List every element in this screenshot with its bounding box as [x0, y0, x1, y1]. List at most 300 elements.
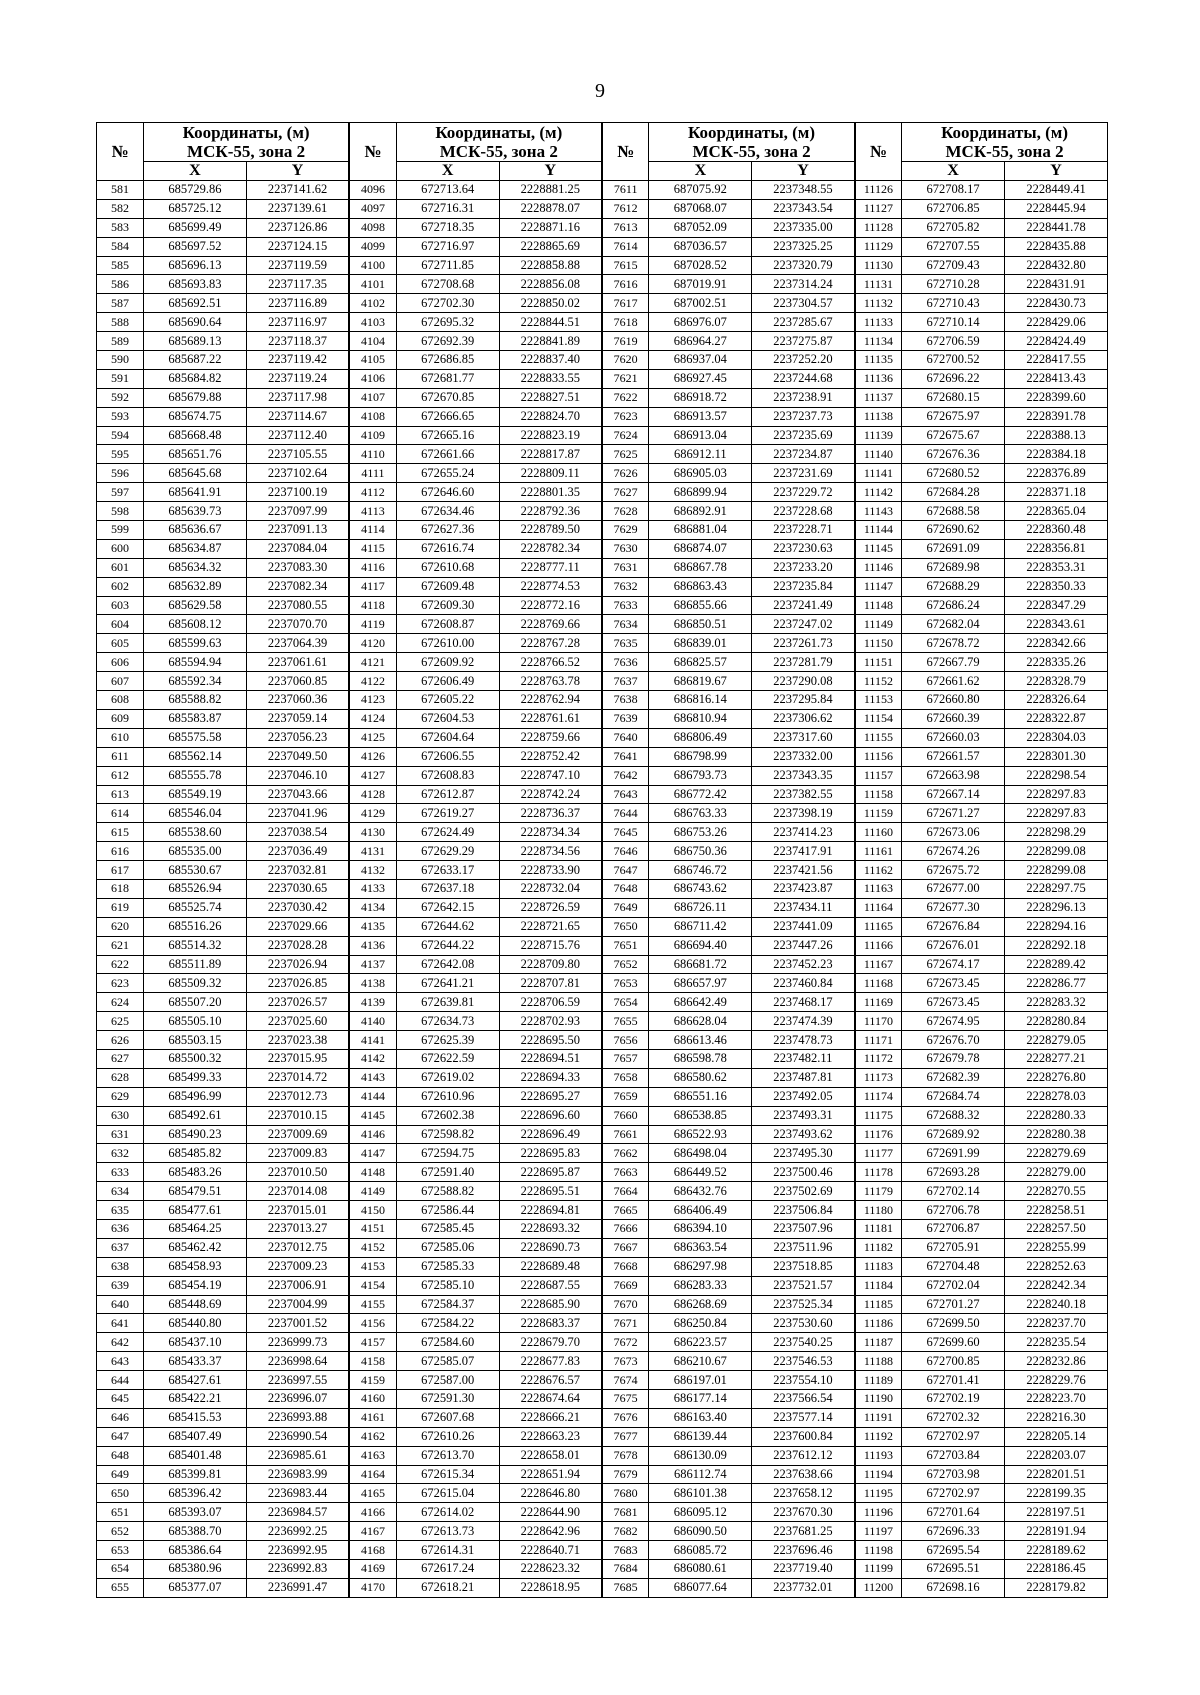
y-value: 2237030.42 — [246, 898, 349, 917]
x-value: 672633.17 — [396, 861, 499, 880]
x-value: 672655.24 — [396, 464, 499, 483]
point-number: 602 — [97, 577, 144, 596]
y-value: 2228763.78 — [499, 672, 602, 691]
point-number: 11127 — [855, 199, 902, 218]
point-number: 7616 — [602, 275, 649, 294]
y-value: 2228356.81 — [1005, 539, 1108, 558]
point-number: 11145 — [855, 539, 902, 558]
x-value: 686139.44 — [649, 1427, 752, 1446]
point-number: 7674 — [602, 1371, 649, 1390]
x-value: 686085.72 — [649, 1541, 752, 1560]
point-number: 7671 — [602, 1314, 649, 1333]
y-value: 2237348.55 — [752, 181, 855, 200]
x-value: 672585.10 — [396, 1276, 499, 1295]
x-value: 672661.57 — [902, 747, 1005, 766]
y-value: 2228736.37 — [499, 804, 602, 823]
y-value: 2237126.86 — [246, 218, 349, 237]
y-value: 2236997.55 — [246, 1371, 349, 1390]
table-row — [97, 1541, 1108, 1560]
y-value: 2228229.76 — [1005, 1371, 1108, 1390]
point-number: 618 — [97, 879, 144, 898]
x-value: 686850.51 — [649, 615, 752, 634]
point-number: 594 — [97, 426, 144, 445]
y-value: 2237314.24 — [752, 275, 855, 294]
y-value: 2228417.55 — [1005, 351, 1108, 370]
y-value: 2237237.73 — [752, 407, 855, 426]
x-value: 686163.40 — [649, 1408, 752, 1427]
point-number: 7642 — [602, 766, 649, 785]
x-value: 672608.83 — [396, 766, 499, 785]
point-number: 7659 — [602, 1087, 649, 1106]
point-number: 4115 — [349, 539, 396, 558]
y-value: 2228257.50 — [1005, 1219, 1108, 1238]
point-number: 4104 — [349, 332, 396, 351]
point-number: 647 — [97, 1427, 144, 1446]
y-value: 2228376.89 — [1005, 464, 1108, 483]
table-row — [97, 653, 1108, 672]
x-value: 685608.12 — [143, 615, 246, 634]
point-number: 7638 — [602, 691, 649, 710]
table-row — [97, 1087, 1108, 1106]
x-value: 672696.33 — [902, 1522, 1005, 1541]
y-value: 2228702.93 — [499, 1012, 602, 1031]
x-value: 672699.50 — [902, 1314, 1005, 1333]
coordinate-system: МСК-55, зона 2 — [187, 142, 306, 161]
x-header: X — [649, 162, 752, 181]
point-number: 11148 — [855, 596, 902, 615]
point-number: 7618 — [602, 313, 649, 332]
x-value: 685516.26 — [143, 917, 246, 936]
point-number: 7675 — [602, 1390, 649, 1409]
x-value: 685388.70 — [143, 1522, 246, 1541]
x-value: 672584.60 — [396, 1333, 499, 1352]
table-row — [97, 388, 1108, 407]
x-value: 685696.13 — [143, 256, 246, 275]
y-value: 2228283.32 — [1005, 993, 1108, 1012]
point-number: 4125 — [349, 728, 396, 747]
point-number: 7685 — [602, 1578, 649, 1597]
x-value: 672702.30 — [396, 294, 499, 313]
x-value: 685674.75 — [143, 407, 246, 426]
x-value: 686268.69 — [649, 1295, 752, 1314]
point-number: 4117 — [349, 577, 396, 596]
y-value: 2237229.72 — [752, 483, 855, 502]
point-number: 4107 — [349, 388, 396, 407]
x-value: 685692.51 — [143, 294, 246, 313]
point-number: 623 — [97, 974, 144, 993]
table-row — [97, 369, 1108, 388]
x-value: 685477.61 — [143, 1201, 246, 1220]
x-value: 672702.32 — [902, 1408, 1005, 1427]
x-value: 672676.01 — [902, 936, 1005, 955]
point-number: 7647 — [602, 861, 649, 880]
y-value: 2228817.87 — [499, 445, 602, 464]
x-value: 685507.20 — [143, 993, 246, 1012]
y-value: 2228191.94 — [1005, 1522, 1108, 1541]
y-value: 2237061.61 — [246, 653, 349, 672]
point-number: 7620 — [602, 351, 649, 370]
point-number: 11147 — [855, 577, 902, 596]
table-row — [97, 1427, 1108, 1446]
point-number: 654 — [97, 1560, 144, 1579]
table-row — [97, 426, 1108, 445]
point-number: 7613 — [602, 218, 649, 237]
point-number: 4098 — [349, 218, 396, 237]
point-number: 587 — [97, 294, 144, 313]
x-value: 672666.65 — [396, 407, 499, 426]
point-number: 11134 — [855, 332, 902, 351]
y-value: 2237080.55 — [246, 596, 349, 615]
x-value: 685380.96 — [143, 1560, 246, 1579]
point-number: 4118 — [349, 596, 396, 615]
x-value: 686905.03 — [649, 464, 752, 483]
y-value: 2237518.85 — [752, 1257, 855, 1276]
y-value: 2228430.73 — [1005, 294, 1108, 313]
point-number: 7629 — [602, 521, 649, 540]
x-value: 672673.06 — [902, 823, 1005, 842]
y-value: 2237097.99 — [246, 502, 349, 521]
x-value: 685562.14 — [143, 747, 246, 766]
point-number: 640 — [97, 1295, 144, 1314]
x-value: 685575.58 — [143, 728, 246, 747]
x-value: 672675.67 — [902, 426, 1005, 445]
point-number: 653 — [97, 1541, 144, 1560]
point-number: 591 — [97, 369, 144, 388]
y-value: 2236992.95 — [246, 1541, 349, 1560]
point-number: 7634 — [602, 615, 649, 634]
x-value: 672695.54 — [902, 1541, 1005, 1560]
x-value: 672585.07 — [396, 1352, 499, 1371]
point-number: 610 — [97, 728, 144, 747]
point-number: 11190 — [855, 1390, 902, 1409]
x-value: 672591.40 — [396, 1163, 499, 1182]
point-number: 7632 — [602, 577, 649, 596]
point-number: 11163 — [855, 879, 902, 898]
x-value: 672594.75 — [396, 1144, 499, 1163]
y-value: 2228197.51 — [1005, 1503, 1108, 1522]
x-value: 685509.32 — [143, 974, 246, 993]
point-number: 609 — [97, 709, 144, 728]
point-number: 7646 — [602, 842, 649, 861]
y-value: 2228299.08 — [1005, 861, 1108, 880]
x-value: 672710.14 — [902, 313, 1005, 332]
y-value: 2237696.46 — [752, 1541, 855, 1560]
x-value: 672646.60 — [396, 483, 499, 502]
point-number: 4150 — [349, 1201, 396, 1220]
x-header: X — [396, 162, 499, 181]
point-number: 11176 — [855, 1125, 902, 1144]
y-value: 2228298.29 — [1005, 823, 1108, 842]
x-value: 672676.36 — [902, 445, 1005, 464]
y-value: 2228733.90 — [499, 861, 602, 880]
point-number: 11144 — [855, 521, 902, 540]
point-number: 4170 — [349, 1578, 396, 1597]
x-value: 686077.64 — [649, 1578, 752, 1597]
point-number: 4113 — [349, 502, 396, 521]
point-number: 11180 — [855, 1201, 902, 1220]
point-number: 4169 — [349, 1560, 396, 1579]
point-number: 4162 — [349, 1427, 396, 1446]
x-value: 687052.09 — [649, 218, 752, 237]
table-row — [97, 728, 1108, 747]
point-number: 613 — [97, 785, 144, 804]
point-number: 11140 — [855, 445, 902, 464]
x-value: 685505.10 — [143, 1012, 246, 1031]
x-value: 686855.66 — [649, 596, 752, 615]
x-value: 686449.52 — [649, 1163, 752, 1182]
x-value: 672679.78 — [902, 1049, 1005, 1068]
point-number: 11156 — [855, 747, 902, 766]
y-value: 2236999.73 — [246, 1333, 349, 1352]
x-value: 686538.85 — [649, 1106, 752, 1125]
x-value: 686250.84 — [649, 1314, 752, 1333]
point-number: 637 — [97, 1238, 144, 1257]
table-row — [97, 1371, 1108, 1390]
y-value: 2237141.62 — [246, 181, 349, 200]
point-number: 4132 — [349, 861, 396, 880]
y-value: 2228709.80 — [499, 955, 602, 974]
point-number: 7644 — [602, 804, 649, 823]
point-number: 11194 — [855, 1465, 902, 1484]
y-value: 2228235.54 — [1005, 1333, 1108, 1352]
point-number: 4154 — [349, 1276, 396, 1295]
y-value: 2237119.24 — [246, 369, 349, 388]
y-value: 2237493.31 — [752, 1106, 855, 1125]
x-value: 672609.30 — [396, 596, 499, 615]
point-number: 7631 — [602, 558, 649, 577]
x-value: 685393.07 — [143, 1503, 246, 1522]
y-value: 2237029.66 — [246, 917, 349, 936]
y-value: 2237335.00 — [752, 218, 855, 237]
x-value: 672704.48 — [902, 1257, 1005, 1276]
x-value: 672696.22 — [902, 369, 1005, 388]
point-number: 11162 — [855, 861, 902, 880]
y-value: 2237290.08 — [752, 672, 855, 691]
x-value: 672586.44 — [396, 1201, 499, 1220]
y-value: 2228676.57 — [499, 1371, 602, 1390]
table-row — [97, 558, 1108, 577]
y-value: 2228683.37 — [499, 1314, 602, 1333]
point-number: 7650 — [602, 917, 649, 936]
table-row — [97, 1465, 1108, 1484]
point-number: 4134 — [349, 898, 396, 917]
point-number: 7663 — [602, 1163, 649, 1182]
point-number: 639 — [97, 1276, 144, 1295]
point-number: 11150 — [855, 634, 902, 653]
y-value: 2228258.51 — [1005, 1201, 1108, 1220]
table-row — [97, 785, 1108, 804]
x-value: 672644.62 — [396, 917, 499, 936]
x-value: 685526.94 — [143, 879, 246, 898]
table-row — [97, 1446, 1108, 1465]
x-value: 672680.15 — [902, 388, 1005, 407]
x-value: 672693.28 — [902, 1163, 1005, 1182]
y-value: 2237026.94 — [246, 955, 349, 974]
point-number: 4124 — [349, 709, 396, 728]
x-value: 672598.82 — [396, 1125, 499, 1144]
y-value: 2228360.48 — [1005, 521, 1108, 540]
y-value: 2228203.07 — [1005, 1446, 1108, 1465]
point-number: 7681 — [602, 1503, 649, 1522]
point-number: 619 — [97, 898, 144, 917]
point-number: 7683 — [602, 1541, 649, 1560]
y-value: 2228801.35 — [499, 483, 602, 502]
x-value: 685479.51 — [143, 1182, 246, 1201]
x-value: 672587.00 — [396, 1371, 499, 1390]
table-row — [97, 898, 1108, 917]
table-row — [97, 313, 1108, 332]
y-value: 2237012.75 — [246, 1238, 349, 1257]
x-value: 685634.87 — [143, 539, 246, 558]
point-number: 4164 — [349, 1465, 396, 1484]
y-value: 2237083.30 — [246, 558, 349, 577]
point-number: 11186 — [855, 1314, 902, 1333]
x-value: 672622.59 — [396, 1049, 499, 1068]
point-number: 4168 — [349, 1541, 396, 1560]
x-value: 672678.72 — [902, 634, 1005, 653]
table-row — [97, 917, 1108, 936]
x-value: 686806.49 — [649, 728, 752, 747]
point-number: 4130 — [349, 823, 396, 842]
x-value: 686825.57 — [649, 653, 752, 672]
table-row — [97, 407, 1108, 426]
table-row — [97, 747, 1108, 766]
x-value: 685693.83 — [143, 275, 246, 294]
point-number: 7637 — [602, 672, 649, 691]
point-number: 4166 — [349, 1503, 396, 1522]
point-number: 595 — [97, 445, 144, 464]
x-value: 672718.35 — [396, 218, 499, 237]
y-value: 2228189.62 — [1005, 1541, 1108, 1560]
table-row — [97, 1238, 1108, 1257]
y-value: 2237421.56 — [752, 861, 855, 880]
point-number: 608 — [97, 691, 144, 710]
x-value: 672699.60 — [902, 1333, 1005, 1352]
point-number: 4121 — [349, 653, 396, 672]
y-value: 2237275.87 — [752, 332, 855, 351]
point-number: 7672 — [602, 1333, 649, 1352]
x-value: 685377.07 — [143, 1578, 246, 1597]
y-header: Y — [499, 162, 602, 181]
point-number: 4158 — [349, 1352, 396, 1371]
y-value: 2228223.70 — [1005, 1390, 1108, 1409]
y-value: 2228689.48 — [499, 1257, 602, 1276]
point-number: 641 — [97, 1314, 144, 1333]
point-number: 11131 — [855, 275, 902, 294]
point-number: 7640 — [602, 728, 649, 747]
x-value: 685549.19 — [143, 785, 246, 804]
y-value: 2228693.32 — [499, 1219, 602, 1238]
x-value: 672706.78 — [902, 1201, 1005, 1220]
x-value: 685530.67 — [143, 861, 246, 880]
y-value: 2228878.07 — [499, 199, 602, 218]
table-row — [97, 1012, 1108, 1031]
x-value: 686657.97 — [649, 974, 752, 993]
y-value: 2237023.38 — [246, 1031, 349, 1050]
y-value: 2237009.23 — [246, 1257, 349, 1276]
point-number: 11183 — [855, 1257, 902, 1276]
x-value: 672585.33 — [396, 1257, 499, 1276]
x-value: 685433.37 — [143, 1352, 246, 1371]
point-number: 622 — [97, 955, 144, 974]
table-row — [97, 351, 1108, 370]
y-value: 2228255.99 — [1005, 1238, 1108, 1257]
point-number: 7641 — [602, 747, 649, 766]
point-number: 11158 — [855, 785, 902, 804]
point-number: 585 — [97, 256, 144, 275]
x-value: 672702.14 — [902, 1182, 1005, 1201]
table-row — [97, 483, 1108, 502]
table-row — [97, 823, 1108, 842]
point-number: 4108 — [349, 407, 396, 426]
y-value: 2237105.55 — [246, 445, 349, 464]
x-value: 686681.72 — [649, 955, 752, 974]
point-number: 11136 — [855, 369, 902, 388]
y-value: 2237495.30 — [752, 1144, 855, 1163]
x-value: 685535.00 — [143, 842, 246, 861]
y-value: 2228694.33 — [499, 1068, 602, 1087]
y-value: 2237546.53 — [752, 1352, 855, 1371]
point-number: 4100 — [349, 256, 396, 275]
point-number: 607 — [97, 672, 144, 691]
y-value: 2228279.00 — [1005, 1163, 1108, 1182]
table-row — [97, 1295, 1108, 1314]
point-number: 11164 — [855, 898, 902, 917]
y-value: 2228441.78 — [1005, 218, 1108, 237]
x-value: 672684.28 — [902, 483, 1005, 502]
point-number: 11188 — [855, 1352, 902, 1371]
x-value: 672627.36 — [396, 521, 499, 540]
point-number: 597 — [97, 483, 144, 502]
x-value: 685448.69 — [143, 1295, 246, 1314]
y-value: 2237117.35 — [246, 275, 349, 294]
y-value: 2228322.87 — [1005, 709, 1108, 728]
x-value: 687019.91 — [649, 275, 752, 294]
y-value: 2237482.11 — [752, 1049, 855, 1068]
point-number: 4096 — [349, 181, 396, 200]
y-value: 2228752.42 — [499, 747, 602, 766]
y-value: 2228429.06 — [1005, 313, 1108, 332]
point-number: 11198 — [855, 1541, 902, 1560]
y-value: 2236983.44 — [246, 1484, 349, 1503]
point-number: 11187 — [855, 1333, 902, 1352]
x-value: 685485.82 — [143, 1144, 246, 1163]
point-number: 638 — [97, 1257, 144, 1276]
y-value: 2228777.11 — [499, 558, 602, 577]
x-value: 685407.49 — [143, 1427, 246, 1446]
x-value: 672609.48 — [396, 577, 499, 596]
y-value: 2237295.84 — [752, 691, 855, 710]
y-value: 2237091.13 — [246, 521, 349, 540]
point-number: 7626 — [602, 464, 649, 483]
y-value: 2228276.80 — [1005, 1068, 1108, 1087]
table-row — [97, 1201, 1108, 1220]
x-value: 685538.60 — [143, 823, 246, 842]
x-value: 672585.06 — [396, 1238, 499, 1257]
y-value: 2237006.91 — [246, 1276, 349, 1295]
x-value: 685499.33 — [143, 1068, 246, 1087]
coordinate-system: МСК-55, зона 2 — [945, 142, 1064, 161]
x-value: 672689.92 — [902, 1125, 1005, 1144]
point-number: 11141 — [855, 464, 902, 483]
y-value: 2237247.02 — [752, 615, 855, 634]
x-value: 685697.52 — [143, 237, 246, 256]
y-value: 2237306.62 — [752, 709, 855, 728]
y-value: 2228782.34 — [499, 539, 602, 558]
y-value: 2237540.25 — [752, 1333, 855, 1352]
coordinates-title: Координаты, (м) — [435, 123, 563, 142]
x-value: 672716.31 — [396, 199, 499, 218]
